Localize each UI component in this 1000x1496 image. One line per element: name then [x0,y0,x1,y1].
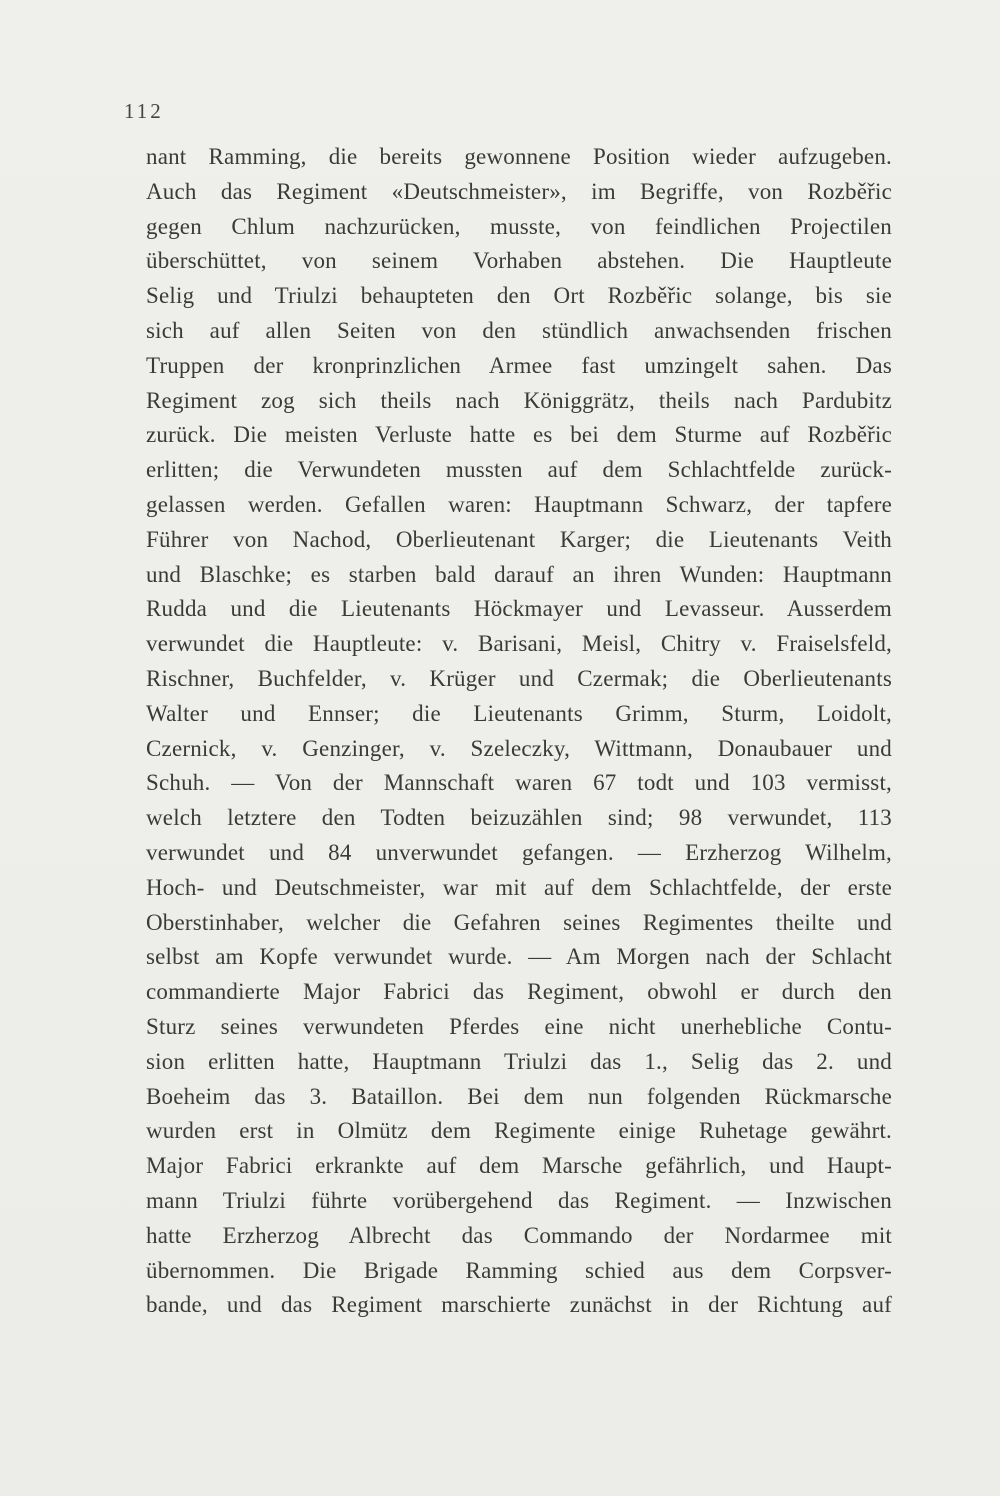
text-line: erlitten; die Verwundeten mussten auf dem Schlachtfelde zurück- [146,457,892,483]
text-line: Selig und Triulzi behaupteten den Ort Rozběřic solange, bis sie [146,283,892,309]
text-line: Regiment zog sich theils nach Königgrätz, theils nach Pardubitz [146,387,892,413]
text-line: sich auf allen Seiten von den stündlich anwachsenden frischen [146,317,892,343]
text-line: nant Ramming, die bereits gewonnene Position wieder aufzugeben. [146,144,892,169]
text-line: verwundet und 84 unverwundet gefangen. — Erzherzog Wilhelm, [146,839,892,865]
text-line: überschüttet, von seinem Vorhaben abstehen. Die Hauptleute [146,248,892,274]
text-line: und Blaschke; es starben bald darauf an ihren Wunden: Hauptmann [146,561,892,587]
text-line: Sturz seines verwundeten Pferdes eine nicht unerhebliche Contu- [146,1013,892,1039]
text-line: Rischner, Buchfelder, v. Krüger und Czermak; die Oberlieutenants [146,665,892,691]
text-line: Oberstinhaber, welcher die Gefahren seines Regimentes theilte und [146,909,892,935]
text-line: welch letztere den Todten beizuzählen sind; 98 verwundet, 113 [146,805,892,831]
text-line: übernommen. Die Brigade Ramming schied aus dem Corpsver- [146,1257,892,1283]
text-line: sion erlitten hatte, Hauptmann Triulzi das 1., Selig das 2. und [146,1048,892,1074]
text-line: commandierte Major Fabrici das Regiment, obwohl er durch den [146,979,892,1005]
text-line: zurück. Die meisten Verluste hatte es bei dem Sturme auf Rozběřic [146,422,892,448]
text-line: Hoch- und Deutschmeister, war mit auf dem Schlachtfelde, der erste [146,874,892,900]
text-line: Führer von Nachod, Oberlieutenant Karger; die Lieutenants Veith [146,526,892,552]
text-line: Czernick, v. Genzinger, v. Szeleczky, Wittmann, Donaubauer und [146,735,892,761]
text-line: Rudda und die Lieutenants Höckmayer und Levasseur. Ausserdem [146,596,892,622]
text-line: Major Fabrici erkrankte auf dem Marsche gefährlich, und Haupt- [146,1153,892,1179]
text-line: selbst am Kopfe verwundet wurde. — Am Morgen nach der Schlacht [146,944,892,970]
text-line: Auch das Regiment «Deutschmeister», im Begriffe, von Rozběřic [146,178,892,204]
text-line: mann Triulzi führte vorübergehend das Regiment. — Inzwischen [146,1187,892,1213]
text-line: Truppen der kronprinzlichen Armee fast umzingelt sahen. Das [146,352,892,378]
text-line: wurden erst in Olmütz dem Regimente einige Ruhetage gewährt. [146,1118,892,1144]
page-number: 112 [124,99,164,123]
text-line: Schuh. — Von der Mannschaft waren 67 todt und 103 vermisst, [146,770,892,796]
text-line: hatte Erzherzog Albrecht das Commando der Nordarmee mit [146,1222,892,1248]
text-line: gegen Chlum nachzurücken, musste, von feindlichen Projectilen [146,213,892,239]
text-line: verwundet die Hauptleute: v. Barisani, Meisl, Chitry v. Fraiselsfeld, [146,631,892,657]
text-line: bande, und das Regiment marschierte zunächst in der Richtung auf [146,1292,892,1318]
body-text [146,140,892,1323]
text-line: Boeheim das 3. Bataillon. Bei dem nun folgenden Rückmarsche [146,1083,892,1109]
text-line: Walter und Ennser; die Lieutenants Grimm, Sturm, Loidolt, [146,700,892,726]
text-line: gelassen werden. Gefallen waren: Hauptmann Schwarz, der tapfere [146,491,892,517]
